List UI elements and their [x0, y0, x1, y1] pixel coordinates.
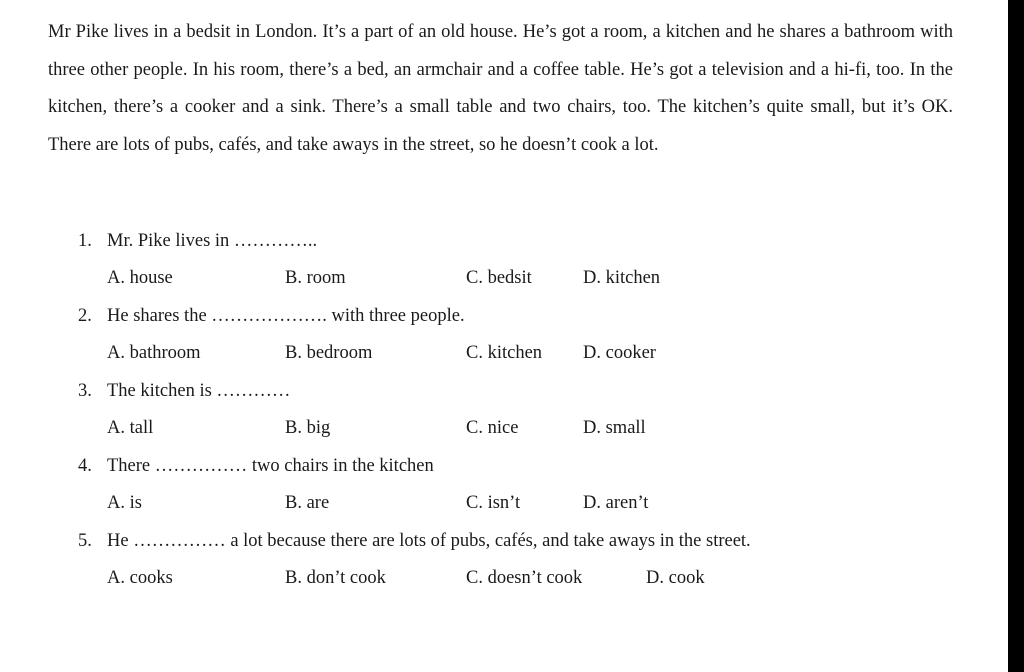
option-a: A. tall: [107, 418, 154, 438]
question-stem: There …………… two chairs in the kitchen: [107, 456, 434, 476]
option-c: C. bedsit: [466, 268, 532, 288]
option-b: B. don’t cook: [285, 568, 386, 588]
option-a: A. cooks: [107, 568, 173, 588]
option-b: B. room: [285, 268, 346, 288]
option-c: C. doesn’t cook: [466, 568, 583, 588]
question-number: 3.: [78, 381, 92, 401]
option-a: A. is: [107, 493, 142, 513]
option-b: B. big: [285, 418, 331, 438]
question-stem: Mr. Pike lives in …………..: [107, 231, 318, 251]
question-number: 5.: [78, 531, 92, 551]
option-c: C. isn’t: [466, 493, 521, 513]
question-number: 1.: [78, 231, 92, 251]
question-number: 2.: [78, 306, 92, 326]
question-number: 4.: [78, 456, 92, 476]
reading-passage: Mr Pike lives in a bedsit in London. It’s a part of an old house. He’s got a room, a kitchen and he shares a bathroom with three other people. In his room, there’s a bed, an armchair and a coffee table. He’s got a television and a hi-fi, too. In the kitchen, there’s a cooker and a sink. There’s a small table and two chairs, too. The kitchen’s quite small, but it’s OK. There are lots of pubs, cafés, and take aways in the street, so he doesn’t cook a lot.: [48, 22, 953, 155]
question-stem: The kitchen is …………: [107, 381, 291, 401]
question-stem: He …………… a lot because there are lots of pubs, cafés, and take aways in the street.: [107, 531, 751, 551]
option-d: D. cook: [646, 568, 705, 588]
option-a: A. bathroom: [107, 343, 201, 363]
option-d: D. cooker: [583, 343, 656, 363]
question-stem: He shares the ………………. with three people.: [107, 306, 465, 326]
option-a: A. house: [107, 268, 173, 288]
option-c: C. kitchen: [466, 343, 543, 363]
option-b: B. are: [285, 493, 330, 513]
option-d: D. kitchen: [583, 268, 661, 288]
option-d: D. aren’t: [583, 493, 649, 513]
option-d: D. small: [583, 418, 646, 438]
option-b: B. bedroom: [285, 343, 373, 363]
option-c: C. nice: [466, 418, 519, 438]
